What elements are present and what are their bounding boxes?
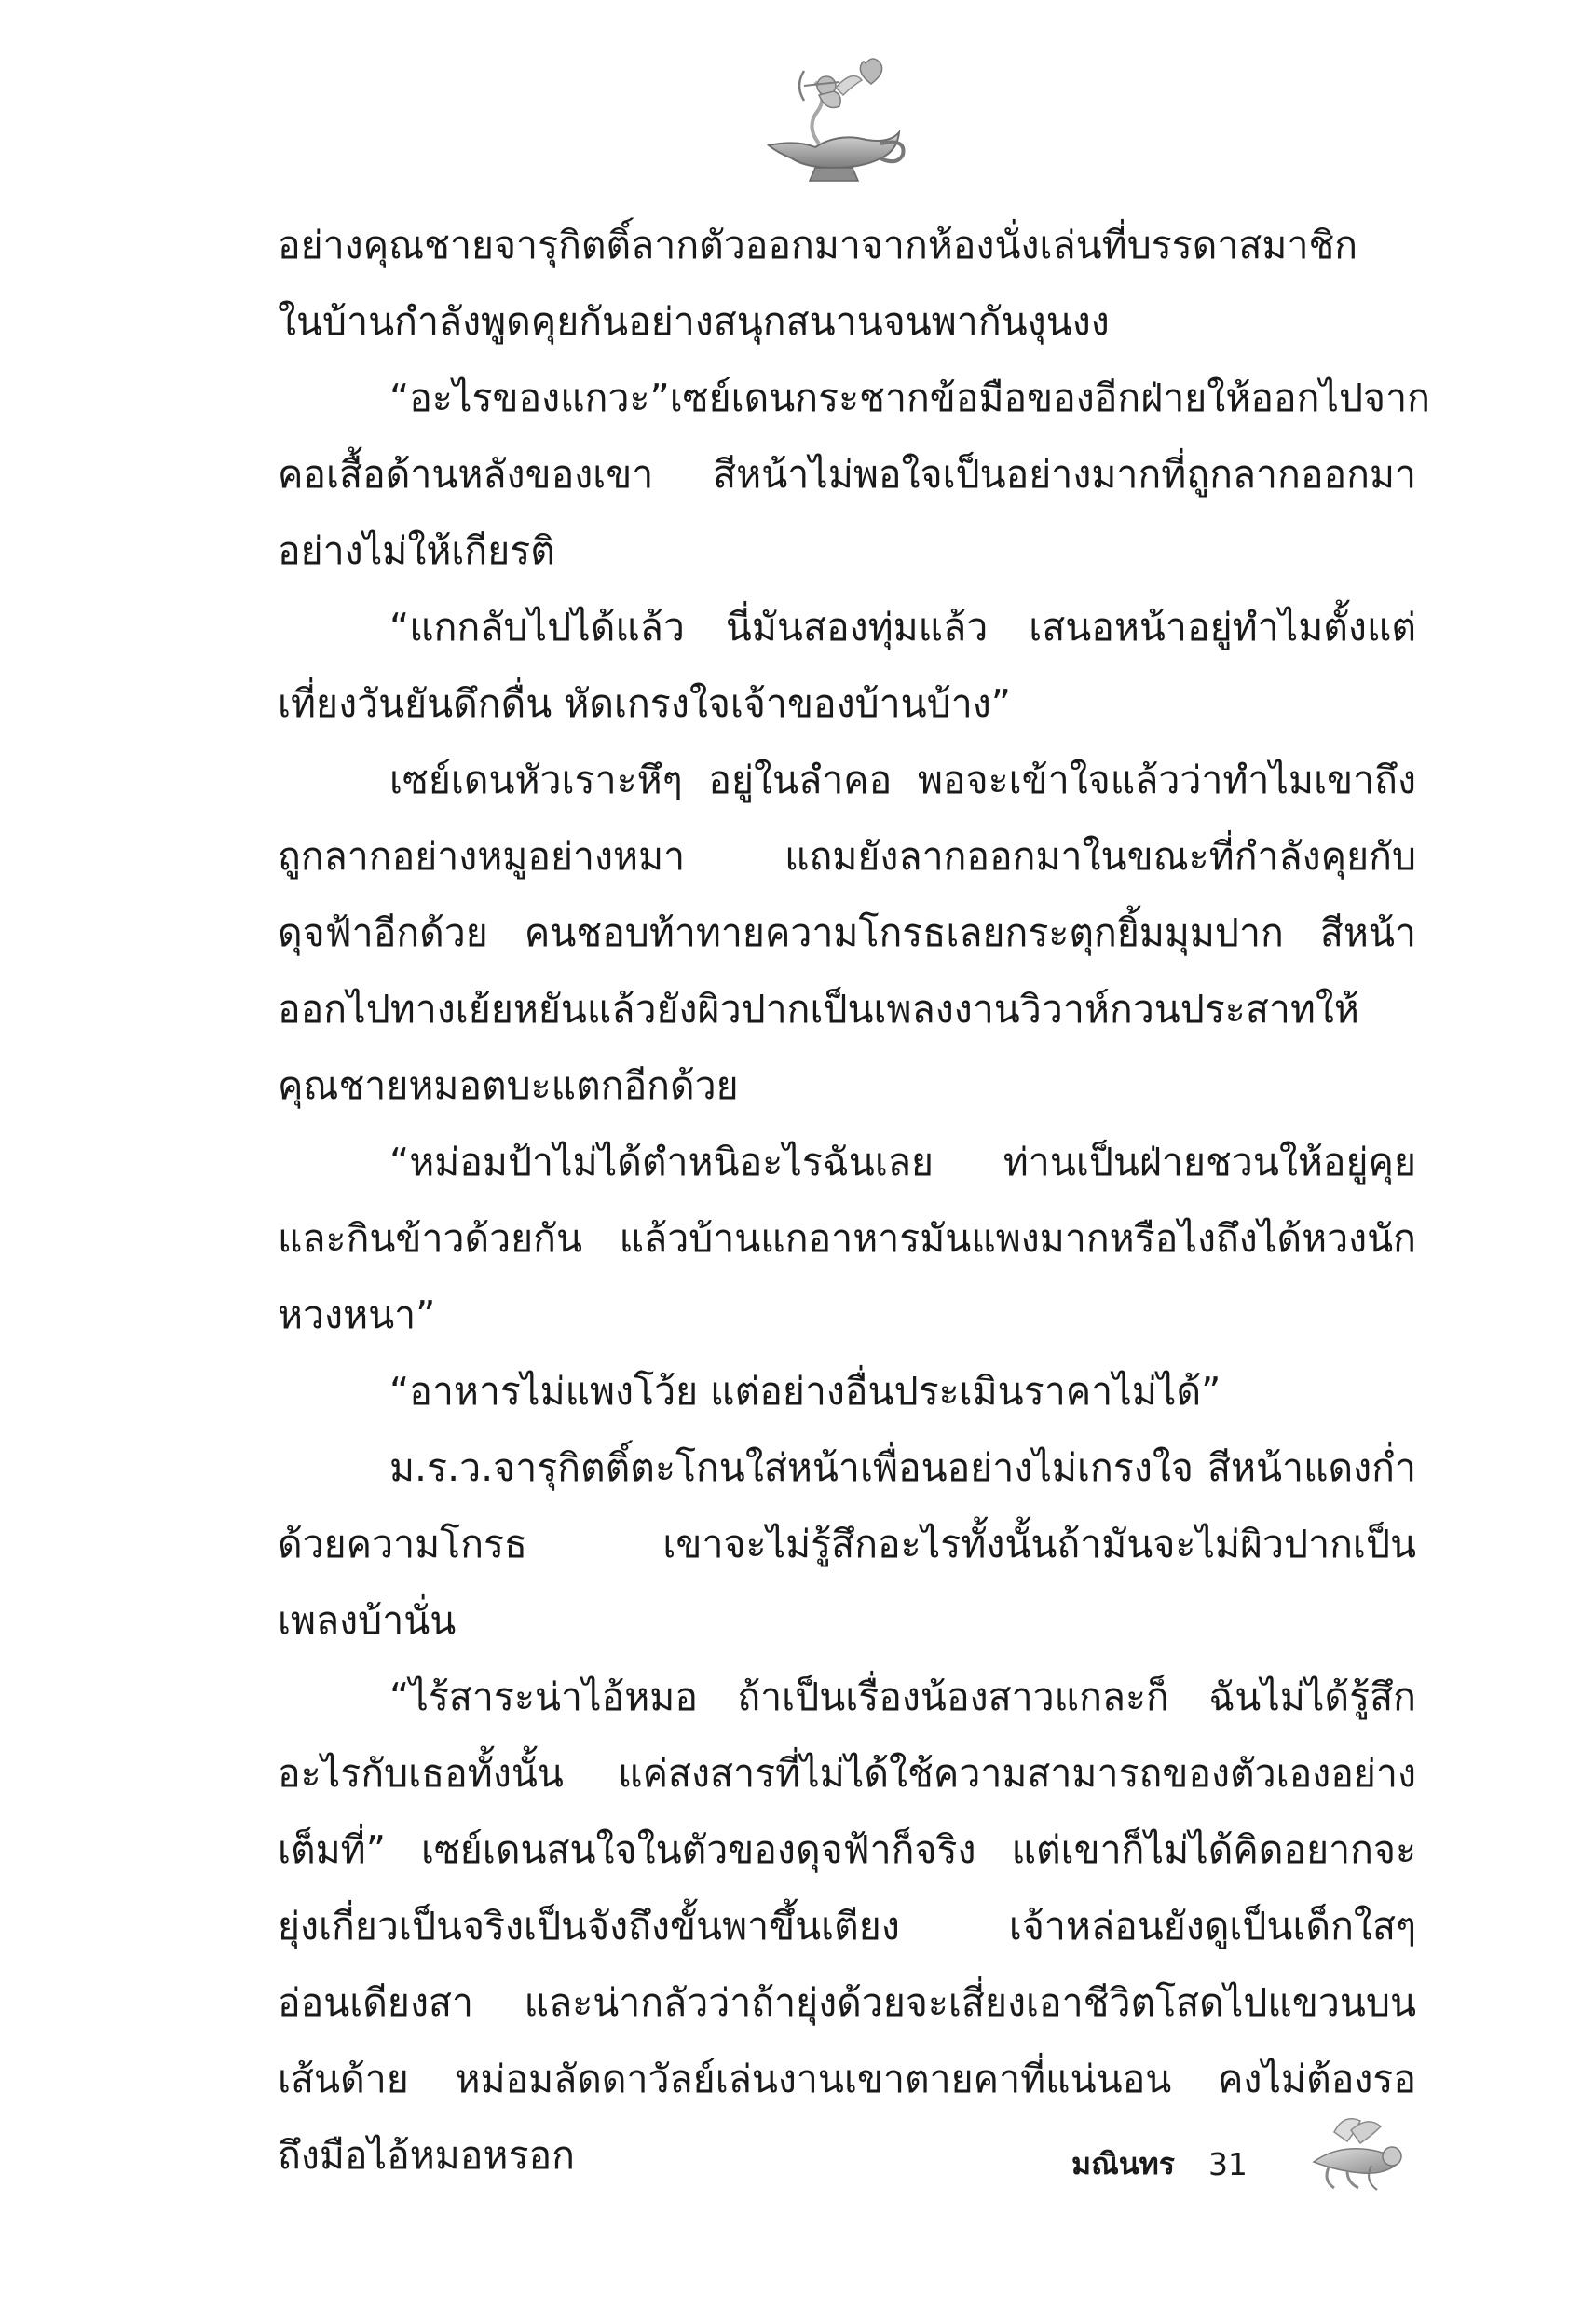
text-line: ถูกลากอย่างหมูอย่างหมา แถมยังลากออกมาในขณะที่กำลังคุยกับ (278, 834, 1416, 879)
text-line: เซย์เดนหัวเราะหึๆ อยู่ในลำคอ พอจะเข้าใจแล้วว่าทำไมเขาถึง (389, 758, 1416, 802)
text-line: เพลงบ้านั่น (278, 1598, 457, 1643)
genie-lamp-cupid-icon (750, 54, 918, 194)
text-line: ถึงมือไอ้หมอหรอก (278, 2133, 575, 2178)
text-line: หวงหนา” (278, 1292, 436, 1337)
text-line: เที่ยงวันยันดึกดื่น หัดเกรงใจเจ้าของบ้านบ้าง” (278, 681, 1012, 726)
text-line: เต็มที่” เซย์เดนสนใจในตัวของดุจฟ้าก็จริง แต่เขาก็ไม่ได้คิดอยากจะ (278, 1827, 1416, 1872)
text-line: “แกกลับไปได้แล้ว นี่มันสองทุ่มแล้ว เสนอหน้าอยู่ทำไมตั้งแต่ (389, 605, 1416, 650)
text-line: ด้วยความโกรธ เขาจะไม่รู้สึกอะไรทั้งนั้นถ้ามันจะไม่ผิวปากเป็น (278, 1522, 1416, 1566)
text-line: ม.ร.ว.จารุกิตติ์ตะโกนใส่หน้าเพื่อนอย่างไม่เกรงใจ สีหน้าแดงก่ำ (389, 1445, 1416, 1490)
text-line: อ่อนเดียงสา และน่ากลัวว่าถ้ายุ่งด้วยจะเสี่ยงเอาชีวิตโสดไปแขวนบน (278, 1980, 1416, 2025)
text-line: อย่างไม่ให้เกียรติ (278, 528, 555, 573)
text-line: “อาหารไม่แพงโว้ย แต่อย่างอื่นประเมินราคาไม่ได้” (389, 1369, 1221, 1414)
text-line: ดุจฟ้าอีกด้วย คนชอบท้าทายความโกรธเลยกระตุกยิ้มมุมปาก สีหน้า (278, 910, 1416, 955)
text-line: คุณชายหมอตบะแตกอีกด้วย (278, 1063, 739, 1108)
text-line: “ไร้สาระน่าไอ้หมอ ถ้าเป็นเรื่องน้องสาวแกละก็ ฉันไม่ได้รู้สึก (389, 1675, 1416, 1719)
text-line: ในบ้านกำลังพูดคุยกันอย่างสนุกสนานจนพากันงุนงง (278, 299, 1110, 344)
footer-author: มณินทร (1071, 2145, 1175, 2181)
text-line: อย่างคุณชายจารุกิตติ์ลากตัวออกมาจากห้องนั่งเล่นที่บรรดาสมาชิก (278, 223, 1358, 267)
text-line: “อะไรของแกวะ” เซย์เดนกระชากข้อมือของอีกฝ่ายให้ออกไปจาก (389, 376, 1430, 420)
text-line: อะไรกับเธอทั้งนั้น แค่สงสารที่ไม่ได้ใช้ความสามารถของตัวเองอย่าง (278, 1751, 1416, 1796)
text-line: “หม่อมป้าไม่ได้ตำหนิอะไรฉันเลย ท่านเป็นฝ่ายชวนให้อยู่คุย (389, 1140, 1416, 1184)
text-line: คอเสื้อด้านหลังของเขา สีหน้าไม่พอใจเป็นอย่างมากที่ถูกลากออกมา (278, 452, 1416, 497)
text-line: ยุ่งเกี่ยวเป็นจริงเป็นจังถึงขั้นพาขึ้นเตียง เจ้าหล่อนยังดูเป็นเด็กใสๆ (278, 1904, 1416, 1949)
body-text (278, 207, 1430, 2194)
page-footer (1071, 2136, 1248, 2192)
page-number: 31 (1207, 2145, 1248, 2182)
text-line: ออกไปทางเย้ยหยันแล้วยังผิวปากเป็นเพลงงานวิวาห์กวนประสาทให้ (278, 987, 1359, 1032)
text-line: และกินข้าวด้วยกัน แล้วบ้านแกอาหารมันแพงมากหรือไงถึงได้หวงนัก (278, 1216, 1416, 1261)
text-line: เส้นด้าย หม่อมลัดดาวัลย์เล่นงานเขาตายคาที่แน่นอน คงไม่ต้องรอ (278, 2057, 1416, 2101)
cupid-icon (1306, 2113, 1409, 2194)
